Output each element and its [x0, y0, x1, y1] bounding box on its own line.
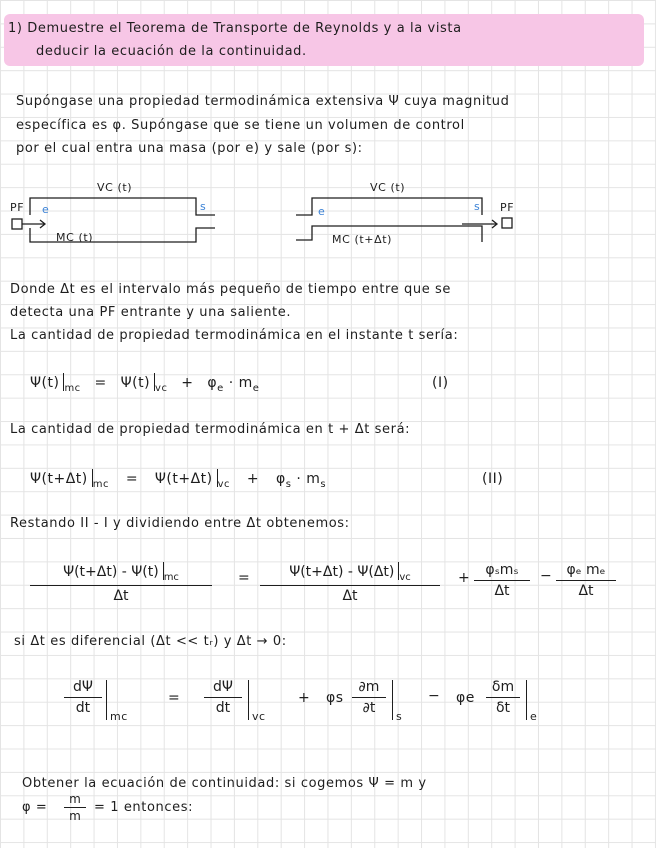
dt-line-3: La cantidad de propiedad termodinámica en el instante t sería:: [10, 328, 459, 343]
text-t-plus-dt: La cantidad de propiedad termodinámica en t + Δt será:: [10, 422, 411, 437]
eq3-frac-3: [474, 562, 530, 599]
eq4-equals: =: [168, 690, 181, 706]
intro-line-3: por el cual entra una masa (por e) y sale (por s):: [16, 141, 363, 156]
eq1-lhs: Ψ(t): [30, 375, 60, 391]
conclusion-phi: φ =: [22, 800, 48, 815]
eq2-plus: +: [246, 471, 260, 487]
eq3-frac-1: [30, 562, 212, 604]
eq4-bar-3: [392, 680, 393, 720]
eq2-lhs: Ψ(t+Δt): [30, 471, 88, 487]
eq4-den2: dt: [215, 700, 231, 717]
right-mc-label: MC (t+Δt): [332, 233, 393, 246]
text-diferencial: si Δt es diferencial (Δt << tᵣ) y Δt → 0:: [14, 634, 287, 649]
eq1-label: (I): [432, 375, 449, 391]
eq3-den3: Δt: [494, 583, 510, 600]
eq3-sub1: mc: [163, 571, 179, 583]
left-particle: [12, 219, 22, 229]
text-restando: Restando II - I y dividiendo entre Δt obtenemos:: [10, 516, 350, 531]
eq4-plus: +: [298, 690, 311, 706]
title-line-2: deducir la ecuación de la continuidad.: [36, 44, 307, 59]
eq1-plus: +: [181, 375, 194, 391]
eq4-sub2: vc: [252, 710, 266, 723]
intro-line-2: específica es φ. Supóngase que se tiene un volumen de control: [16, 118, 465, 133]
eq3-num1: Ψ(t+Δt) - Ψ(t): [63, 564, 159, 580]
eq2-label: (II): [482, 471, 504, 487]
eq3-den4: Δt: [578, 583, 594, 600]
eq4-sub3: s: [396, 710, 403, 723]
eq4-num2: dΨ: [213, 679, 233, 695]
right-pf-label: PF: [500, 201, 515, 214]
eq4-sub4: e: [530, 710, 538, 723]
dt-line-2: detecta una PF entrante y una saliente.: [10, 305, 292, 320]
conclusion-frac: [64, 792, 86, 823]
eq4-den3: ∂t: [362, 700, 376, 717]
eq2-phi-sub: s: [285, 478, 292, 490]
eq3-minus: −: [540, 568, 553, 584]
eq4-num4: δm: [491, 679, 515, 695]
eq4-sub1: mc: [110, 710, 128, 723]
conclusion-line-2: = 1 entonces:: [94, 800, 194, 815]
eq4-coef3: φs: [326, 690, 344, 706]
right-e-label: e: [318, 205, 325, 218]
eq1-rhs1-sub: vc: [155, 382, 168, 394]
eq4-minus: −: [428, 688, 441, 704]
eq4-num3: ∂m: [358, 679, 380, 695]
eq1-mass-sub: e: [252, 382, 260, 394]
eq2-phi: φ: [275, 471, 286, 487]
eq4-frac-2: [204, 679, 242, 716]
eq4-bar-2: [248, 680, 249, 720]
conclusion-frac-den: m: [69, 809, 81, 824]
equation-1: [30, 373, 259, 394]
eq3-sub2: vc: [399, 571, 411, 583]
eq4-coef4: φe: [456, 690, 475, 706]
eq1-rhs1: Ψ(t): [120, 375, 151, 391]
eq3-plus: +: [458, 570, 471, 586]
eq1-mass: · m: [228, 375, 253, 391]
eq4-den4: δt: [495, 700, 511, 717]
eq3-den1: Δt: [113, 588, 129, 605]
left-mc-label: MC (t): [56, 231, 94, 244]
conclusion-line-1: Obtener la ecuación de continuidad: si cogemos Ψ = m y: [22, 776, 427, 791]
eq4-bar-4: [526, 680, 527, 720]
eq3-num2: Ψ(t+Δt) - Ψ(Δt): [289, 564, 395, 580]
eq3-num4: φₑ mₑ: [566, 562, 606, 578]
left-s-label: s: [200, 200, 206, 213]
eq4-frac-3: [352, 679, 386, 716]
left-e-label: e: [42, 203, 49, 216]
eq4-bar-1: [106, 680, 107, 720]
eq2-mass-sub: s: [320, 478, 327, 490]
right-s-label: s: [474, 200, 480, 213]
left-vc-label: VC (t): [97, 181, 133, 194]
right-vc-label: VC (t): [370, 181, 406, 194]
eq1-phi: φ: [207, 375, 218, 391]
eq3-den2: Δt: [342, 588, 358, 605]
eq4-den1: dt: [75, 700, 91, 717]
eq3-num3: φₛmₛ: [485, 562, 519, 578]
intro-line-1: Supóngase una propiedad termodinámica extensiva Ψ cuya magnitud: [16, 94, 510, 109]
left-pf-label: PF: [10, 201, 25, 214]
conclusion-frac-num: m: [69, 792, 81, 806]
eq4-num1: dΨ: [73, 679, 93, 695]
title-line-1: 1) Demuestre el Teorema de Transporte de Reynolds y a la vista: [8, 21, 462, 36]
eq3-frac-4: [556, 562, 616, 599]
eq2-lhs-sub: mc: [92, 478, 109, 490]
right-particle: [502, 218, 512, 228]
eq2-mass: · m: [296, 471, 321, 487]
dt-line-1: Donde Δt es el intervalo más pequeño de tiempo entre que se: [10, 282, 452, 297]
eq2-equals: =: [125, 471, 139, 487]
eq3-equals: =: [238, 570, 251, 586]
eq2-rhs1-sub: vc: [217, 478, 231, 490]
eq1-equals: =: [94, 375, 107, 391]
eq4-frac-1: [64, 679, 102, 716]
eq3-frac-2: [260, 562, 440, 604]
eq2-rhs1: Ψ(t+Δt): [154, 471, 213, 487]
eq1-phi-sub: e: [217, 382, 224, 394]
eq4-frac-4: [486, 679, 520, 716]
eq1-lhs-sub: mc: [64, 382, 81, 394]
left-vc-top: [30, 198, 215, 215]
equation-2: [30, 469, 326, 490]
